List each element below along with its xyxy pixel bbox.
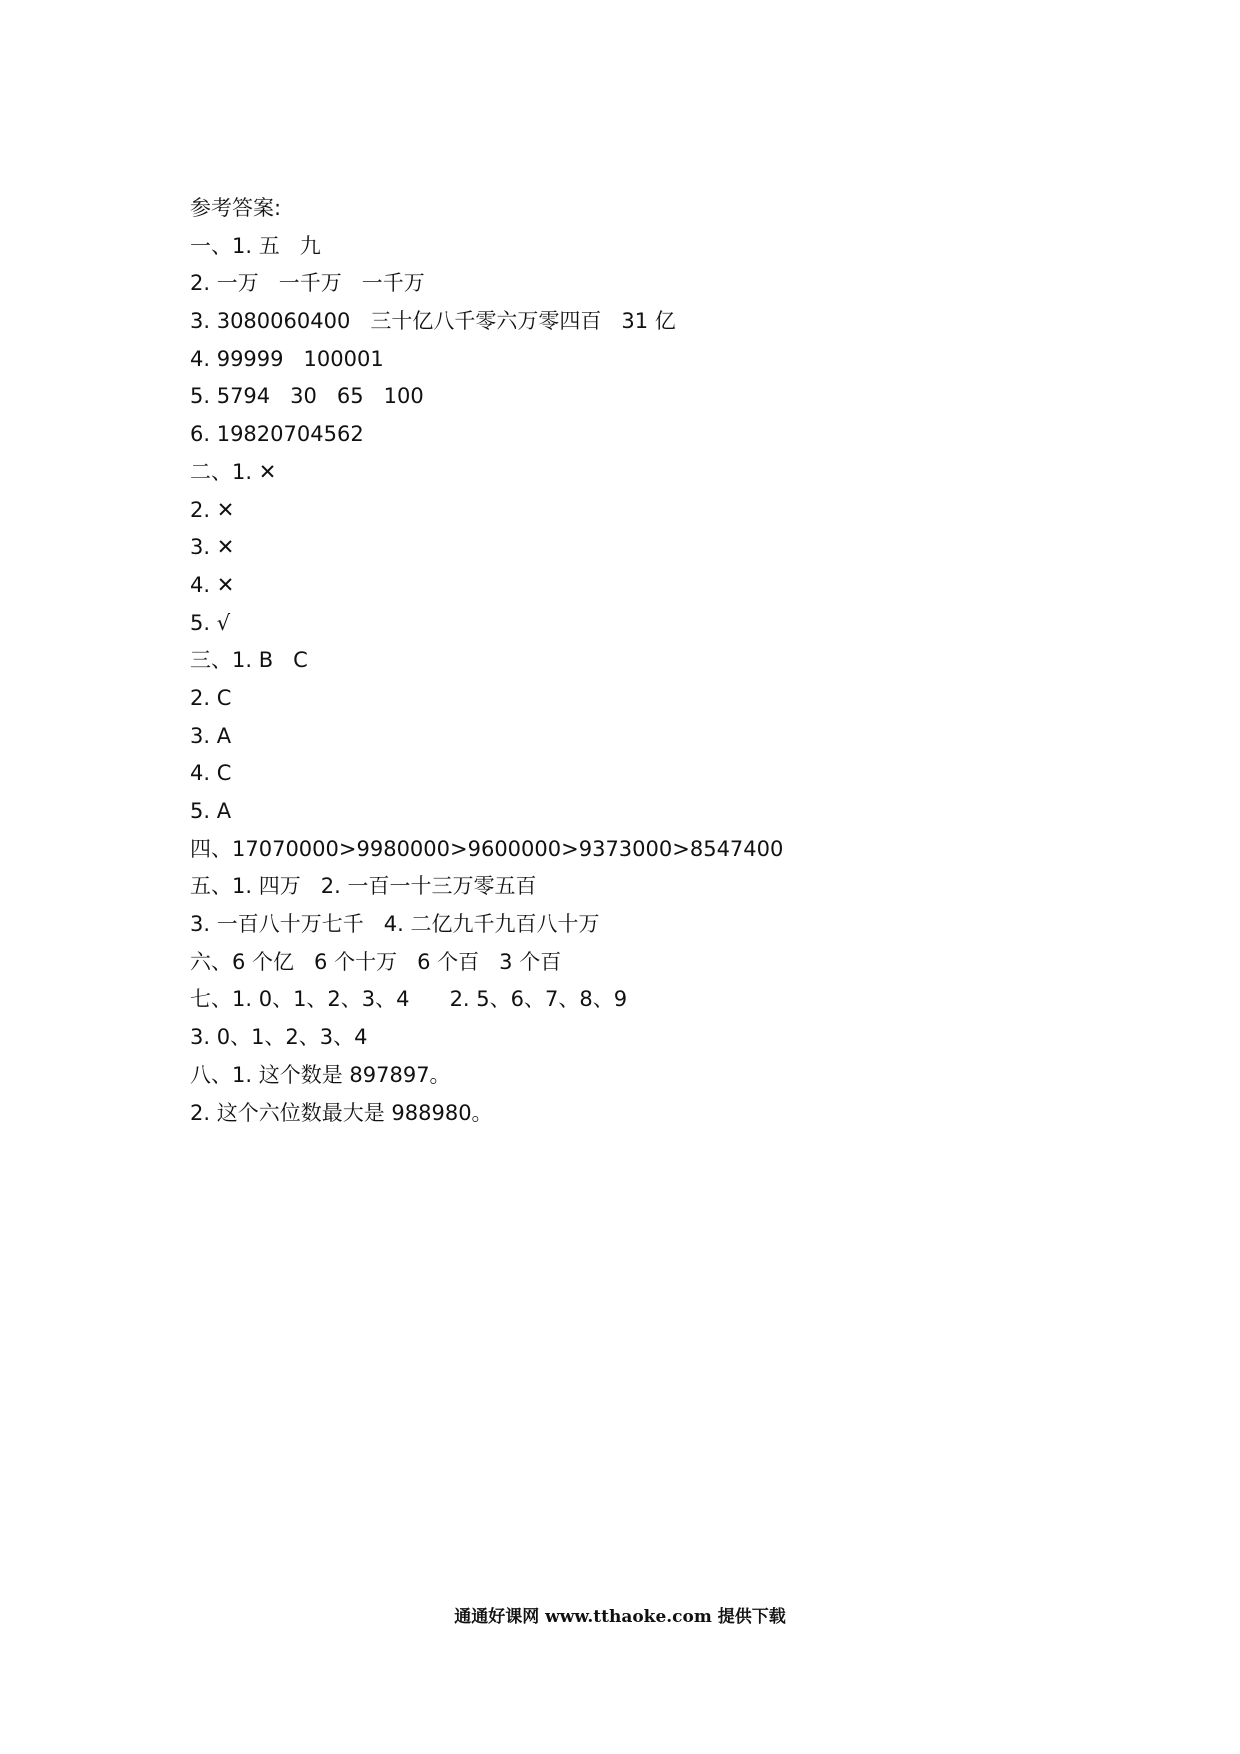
answer-line: 2. 这个六位数最大是 988980。 [190,1100,493,1125]
answer-line: 2. 一万 一千万 一千万 [190,271,425,296]
answer-line: 6. 19820704562 [190,422,364,447]
answer-line: 2. ✕ [190,497,235,522]
answer-line: 3. 0、1、2、3、4 [190,1025,368,1050]
answer-line: 六、6 个亿 6 个十万 6 个百 3 个百 [190,949,562,974]
answer-line: 3. 3080060400 三十亿八千零六万零四百 31 亿 [190,309,676,334]
answer-line: 五、1. 四万 2. 一百一十三万零五百 [190,874,537,899]
answer-line: 5. A [190,799,232,823]
answer-key [190,190,1090,1132]
answer-line: 七、1. 0、1、2、3、4 2. 5、6、7、8、9 [190,987,628,1012]
answer-line: 四、17070000>9980000>9600000>9373000>8547400 [190,836,784,861]
answer-line: 5. √ [190,610,231,635]
answer-key-title: 参考答案: [190,196,282,220]
answer-line: 4. C [190,761,232,786]
answer-line: 5. 5794 30 65 100 [190,384,424,409]
answer-line: 2. C [190,685,232,710]
answer-line: 八、1. 这个数是 897897。 [190,1062,451,1087]
answer-line: 4. ✕ [190,572,235,597]
page-footer: 通通好课网 www.tthaoke.com 提供下载 [454,1607,786,1627]
answer-line: 4. 99999 100001 [190,346,384,371]
answer-line: 二、1. ✕ [190,459,277,484]
answer-line: 3. 一百八十万七千 4. 二亿九千九百八十万 [190,912,600,937]
answer-line: 3. ✕ [190,535,235,560]
answer-line: 一、1. 五 九 [190,233,321,258]
answer-line: 3. A [190,723,232,748]
answer-line: 三、1. B C [190,648,308,673]
